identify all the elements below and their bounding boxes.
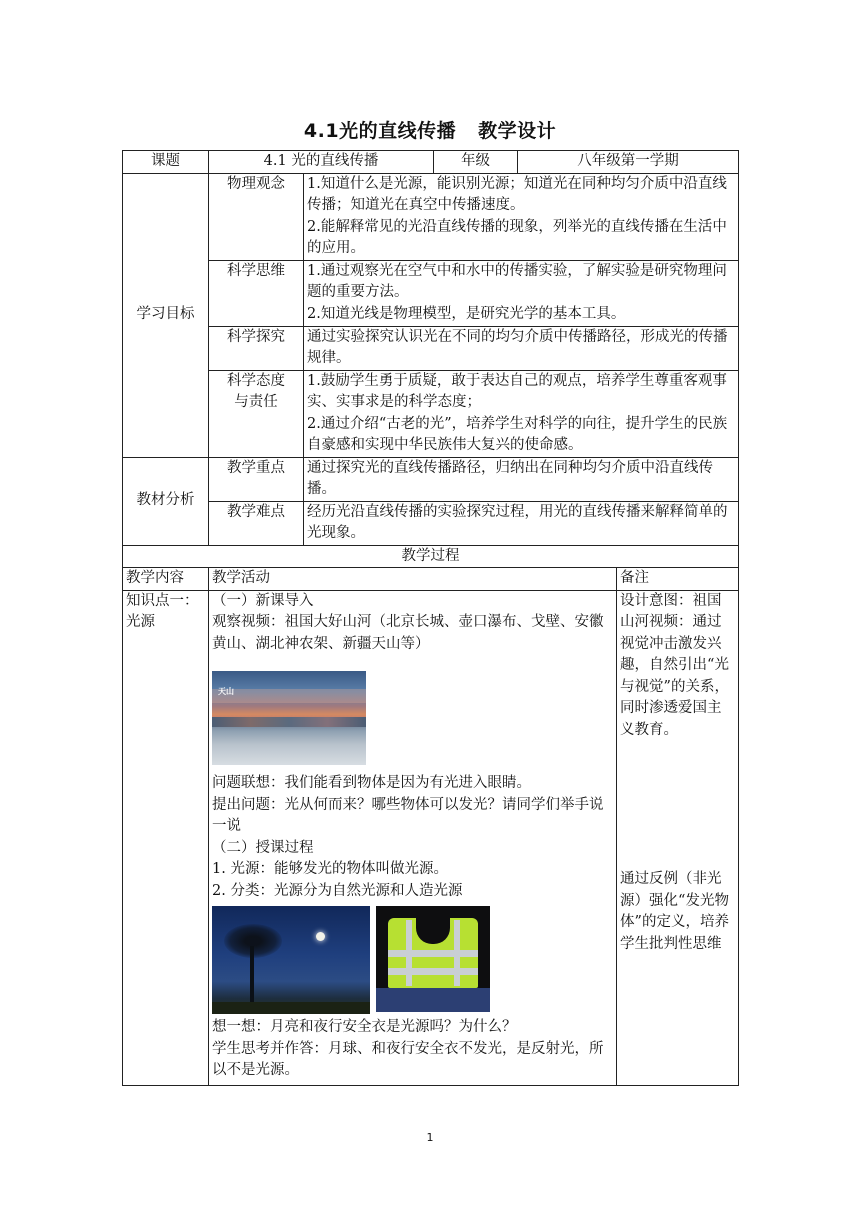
goal-line: 1.通过观察光在空气中和水中的传播实验，了解实验是研究物理问题的重要方法。 bbox=[307, 262, 727, 300]
activity-cell bbox=[209, 590, 617, 1085]
goal-line: 2.知道光线是物理模型，是研究光学的基本工具。 bbox=[307, 305, 626, 322]
difficulty-label: 教学难点 bbox=[209, 501, 304, 545]
light-source-images bbox=[212, 906, 613, 1014]
activity-paragraph: 1. 光源：能够发光的物体叫做光源。 bbox=[212, 861, 448, 877]
lesson-plan-table bbox=[122, 150, 739, 1086]
process-row bbox=[123, 590, 739, 1085]
page-number: 1 bbox=[426, 1131, 434, 1144]
analysis-row bbox=[123, 457, 739, 501]
document-title-main: 4.1光的直线传播 bbox=[303, 120, 457, 142]
goal-row bbox=[123, 370, 739, 457]
column-note-header: 备注 bbox=[617, 568, 739, 591]
goal-category: 科学思维 bbox=[209, 260, 304, 326]
activity-paragraph: 观察视频：祖国大好山河（北京长城、壶口瀑布、戈壁、安徽黄山、湖北神农架、新疆天山等） bbox=[212, 614, 604, 652]
grade-label: 年级 bbox=[434, 151, 518, 174]
moon-night-photo bbox=[212, 906, 370, 1014]
grade-value: 八年级第一学期 bbox=[518, 151, 739, 174]
activity-paragraph: 2. 分类：光源分为自然光源和人造光源 bbox=[212, 882, 463, 899]
analysis-row bbox=[123, 501, 739, 545]
tianshan-photo bbox=[212, 671, 366, 765]
goal-text bbox=[304, 326, 739, 370]
activity-paragraph: （一）新课导入 bbox=[212, 592, 314, 609]
document-title bbox=[0, 116, 860, 143]
goal-text bbox=[304, 173, 739, 260]
goal-row bbox=[123, 260, 739, 326]
goal-line: 2.通过介绍“古老的光”，培养学生对科学的向往，提升学生的民族自豪感和实现中华民族伟大复兴的使命感。 bbox=[307, 415, 728, 453]
goal-row bbox=[123, 326, 739, 370]
key-point-label: 教学重点 bbox=[209, 457, 304, 501]
goal-text bbox=[304, 370, 739, 457]
note-cell bbox=[617, 590, 739, 1085]
safety-vest-photo bbox=[376, 906, 490, 1012]
goal-row bbox=[123, 173, 739, 260]
content-topic: 知识点一：光源 bbox=[123, 590, 209, 1085]
difficulty-text: 经历光沿直线传播的实验探究过程，用光的直线传播来解释简单的光现象。 bbox=[304, 501, 739, 545]
process-heading-row bbox=[123, 545, 739, 568]
goal-line: 通过实验探究认识光在不同的均匀介质中传播路径，形成光的传播规律。 bbox=[307, 328, 728, 366]
goal-category: 科学探究 bbox=[209, 326, 304, 370]
activity-paragraph: 问题联想：我们能看到物体是因为有光进入眼睛。 bbox=[212, 775, 531, 791]
topic-value: 4.1 光的直线传播 bbox=[209, 151, 434, 174]
topic-label: 课题 bbox=[123, 151, 209, 174]
process-heading: 教学过程 bbox=[123, 545, 739, 568]
goal-category: 物理观念 bbox=[209, 173, 304, 260]
activity-paragraph: 提出问题：光从何而来？哪些物体可以发光？请同学们举手说一说 bbox=[212, 796, 604, 834]
goal-line: 1.鼓励学生勇于质疑，敢于表达自己的观点，培养学生尊重客观事实、实事求是的科学态度； bbox=[307, 372, 727, 410]
key-point-text: 通过探究光的直线传播路径，归纳出在同种均匀介质中沿直线传播。 bbox=[304, 457, 739, 501]
goals-label: 学习目标 bbox=[123, 173, 209, 457]
activity-paragraph: （二）授课过程 bbox=[212, 839, 314, 856]
goal-line: 2.能解释常见的光沿直线传播的现象，列举光的直线传播在生活中的应用。 bbox=[307, 218, 727, 256]
goal-text bbox=[304, 260, 739, 326]
column-content-header: 教学内容 bbox=[123, 568, 209, 591]
activity-paragraph: 学生思考并作答：月球、和夜行安全衣不发光，是反射光，所以不是光源。 bbox=[212, 1040, 604, 1078]
header-row bbox=[123, 151, 739, 174]
activity-paragraph: 想一想：月亮和夜行安全衣是光源吗？为什么？ bbox=[212, 1019, 517, 1035]
design-note: 通过反例（非光源）强化“发光物体”的定义，培养学生批判性思维 bbox=[620, 871, 729, 952]
goal-line: 1.知道什么是光源，能识别光源；知道光在同种均匀介质中沿直线传播；知道光在真空中传播速度。 bbox=[307, 175, 727, 213]
process-columns-row bbox=[123, 568, 739, 591]
document-title-sub: 教学设计 bbox=[478, 120, 557, 142]
column-activity-header: 教学活动 bbox=[209, 568, 617, 591]
goal-category: 科学态度与责任 bbox=[209, 370, 304, 457]
design-note: 设计意图：祖国山河视频：通过视觉冲击激发兴趣，自然引出“光与视觉”的关系，同时渗透爱国主义教育。 bbox=[620, 592, 729, 738]
analysis-label: 教材分析 bbox=[123, 457, 209, 545]
photo-caption: 天山 bbox=[218, 687, 234, 696]
